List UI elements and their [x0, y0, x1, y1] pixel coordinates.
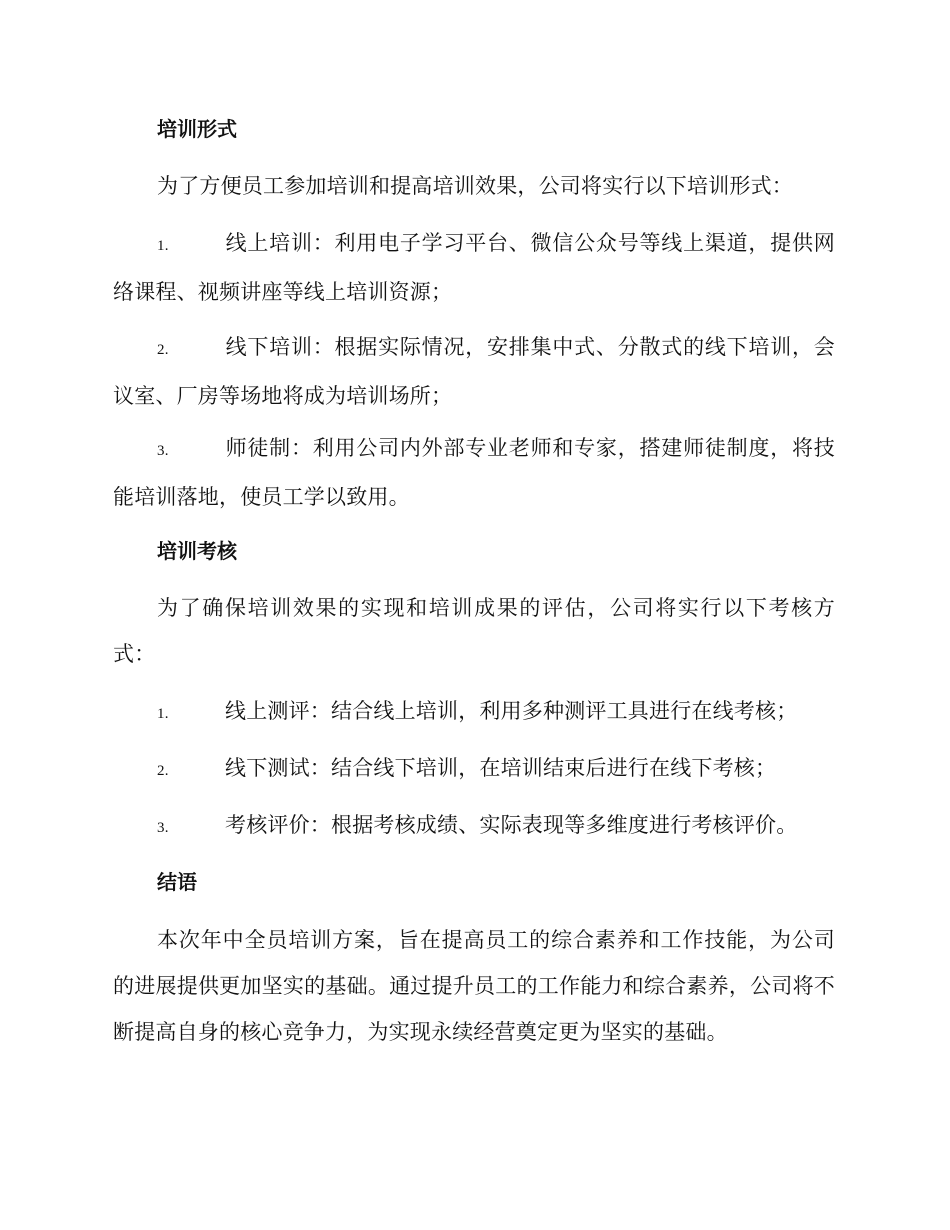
list-item — [113, 688, 835, 737]
list-item — [113, 745, 835, 794]
list-item-number: 3. — [157, 443, 169, 459]
list-item — [113, 324, 835, 419]
list-item — [113, 220, 835, 315]
section-heading: 培训形式 — [157, 117, 237, 141]
list-item-text: 线下测试：结合线下培训，在培训结束后进行在线下考核； — [225, 756, 777, 780]
section-paragraph: 本次年中全员培训方案，旨在提高员工的综合素养和工作技能，为公司的进展提供更加坚实的基础。通过提升员工的工作能力和综合素养，公司将不断提高自身的核心竞争力，为实现永续经营奠定更为坚实的基础。 — [113, 928, 835, 1044]
list-item-text: 线上培训：利用电子学习平台、微信公众号等线上渠道，提供网络课程、视频讲座等线上培训资源； — [113, 231, 835, 304]
list-item-text: 考核评价：根据考核成绩、实际表现等多维度进行考核评价。 — [225, 813, 798, 837]
list-item-number: 1. — [157, 706, 169, 722]
list-item-number: 1. — [157, 238, 169, 254]
list-item-number: 2. — [157, 763, 169, 779]
section-heading: 结语 — [157, 870, 197, 894]
list-item-text: 线上测评：结合线上培训，利用多种测评工具进行在线考核； — [225, 699, 798, 723]
list-item-number: 2. — [157, 342, 169, 358]
list-item-number: 3. — [157, 820, 169, 836]
list-item-text: 线下培训：根据实际情况，安排集中式、分散式的线下培训，会议室、厂房等场地将成为培训场所； — [113, 335, 835, 408]
list-item-text: 师徒制：利用公司内外部专业老师和专家，搭建师徒制度，将技能培训落地，使员工学以致用。 — [113, 436, 835, 509]
list-item — [113, 425, 835, 520]
section-intro: 为了确保培训效果的实现和培训成果的评估，公司将实行以下考核方式： — [113, 596, 835, 666]
section-intro: 为了方便员工参加培训和提高培训效果，公司将实行以下培训形式： — [157, 174, 793, 198]
section-heading: 培训考核 — [157, 539, 237, 563]
list-item — [113, 802, 835, 851]
